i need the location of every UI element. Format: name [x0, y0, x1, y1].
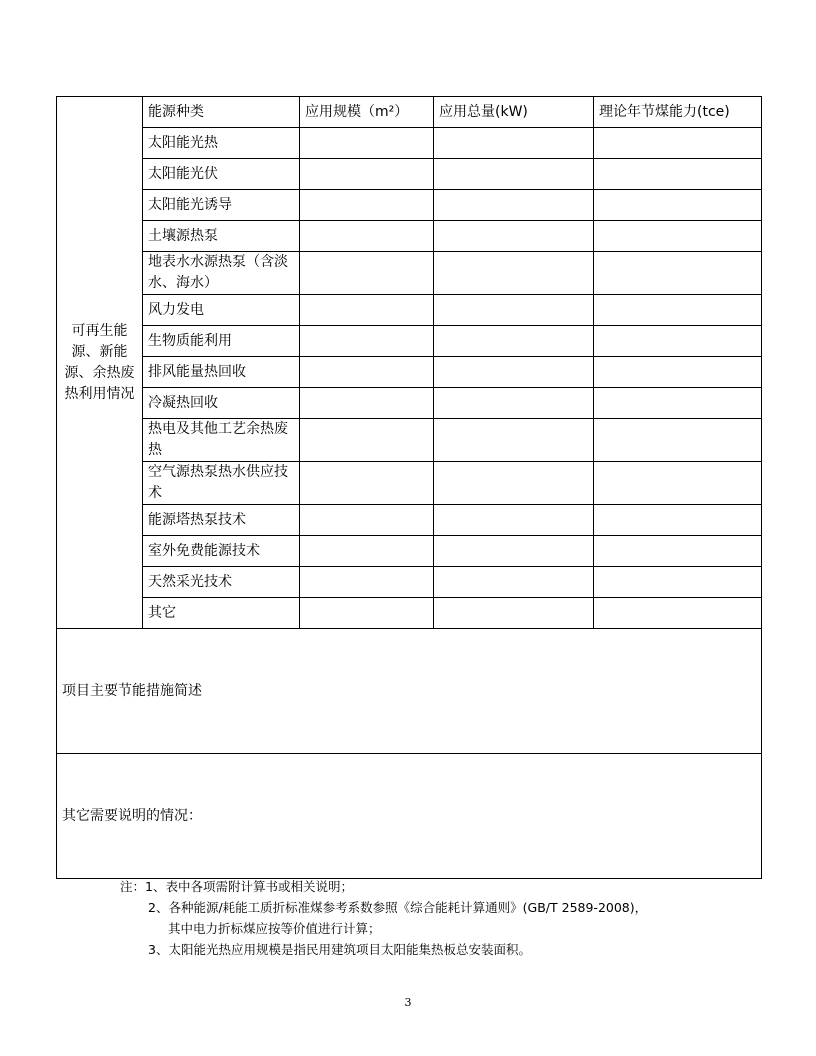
measures-row — [57, 629, 762, 754]
table-row — [57, 128, 762, 159]
row-label: 室外免费能源技术 — [143, 536, 300, 567]
input-cell[interactable] — [594, 190, 762, 221]
row-label: 风力发电 — [143, 295, 300, 326]
page-number: 3 — [404, 996, 412, 1009]
table-row — [57, 567, 762, 598]
input-cell[interactable] — [434, 295, 594, 326]
header-coal-saving: 理论年节煤能力(tce) — [594, 97, 762, 128]
input-cell[interactable] — [434, 388, 594, 419]
other-row — [57, 754, 762, 879]
header-total: 应用总量(kW) — [434, 97, 594, 128]
row-label: 热电及其他工艺余热废热 — [143, 419, 300, 462]
input-cell[interactable] — [300, 159, 434, 190]
table-row — [57, 536, 762, 567]
input-cell[interactable] — [434, 357, 594, 388]
measures-field[interactable] — [57, 629, 762, 754]
input-cell[interactable] — [434, 326, 594, 357]
table-row — [57, 159, 762, 190]
input-cell[interactable] — [300, 295, 434, 326]
input-cell[interactable] — [594, 295, 762, 326]
input-cell[interactable] — [300, 221, 434, 252]
row-label: 冷凝热回收 — [143, 388, 300, 419]
input-cell[interactable] — [434, 505, 594, 536]
table-row — [57, 598, 762, 629]
row-label: 地表水水源热泵（含淡水、海水） — [143, 252, 300, 295]
input-cell[interactable] — [594, 326, 762, 357]
note-line-3: 其中电力折标煤应按等价值进行计算； — [168, 921, 381, 936]
category-cell: 可再生能源、新能源、余热废热利用情况 — [57, 97, 143, 629]
input-cell[interactable] — [300, 190, 434, 221]
input-cell[interactable] — [594, 567, 762, 598]
row-label: 太阳能光诱导 — [143, 190, 300, 221]
input-cell[interactable] — [594, 388, 762, 419]
table-row — [57, 326, 762, 357]
other-info-label: 其它需要说明的情况： — [62, 807, 202, 824]
input-cell[interactable] — [434, 419, 594, 462]
row-label: 能源塔热泵技术 — [143, 505, 300, 536]
table-row — [57, 295, 762, 326]
row-label: 生物质能利用 — [143, 326, 300, 357]
note-line-4: 3、太阳能光热应用规模是指民用建筑项目太阳能集热板总安装面积。 — [148, 942, 531, 957]
input-cell[interactable] — [594, 221, 762, 252]
input-cell[interactable] — [594, 128, 762, 159]
input-cell[interactable] — [594, 252, 762, 295]
input-cell[interactable] — [300, 252, 434, 295]
input-cell[interactable] — [434, 462, 594, 505]
measures-label: 项目主要节能措施简述 — [62, 682, 202, 699]
table-row — [57, 505, 762, 536]
notes — [120, 876, 647, 960]
input-cell[interactable] — [434, 598, 594, 629]
input-cell[interactable] — [594, 462, 762, 505]
table-row — [57, 221, 762, 252]
row-label: 太阳能光热 — [143, 128, 300, 159]
input-cell[interactable] — [300, 462, 434, 505]
input-cell[interactable] — [300, 567, 434, 598]
header-scale: 应用规模（m²） — [300, 97, 434, 128]
energy-table — [56, 96, 762, 879]
input-cell[interactable] — [434, 190, 594, 221]
header-row — [57, 97, 762, 128]
table-row — [57, 190, 762, 221]
table-row — [57, 388, 762, 419]
input-cell[interactable] — [594, 159, 762, 190]
table-row — [57, 252, 762, 295]
row-label: 太阳能光伏 — [143, 159, 300, 190]
input-cell[interactable] — [434, 536, 594, 567]
input-cell[interactable] — [300, 388, 434, 419]
input-cell[interactable] — [434, 221, 594, 252]
input-cell[interactable] — [300, 128, 434, 159]
table-row — [57, 419, 762, 462]
note-line-1: 注：1、表中各项需附计算书或相关说明； — [120, 879, 353, 894]
input-cell[interactable] — [300, 536, 434, 567]
row-label: 排风能量热回收 — [143, 357, 300, 388]
input-cell[interactable] — [434, 128, 594, 159]
row-label: 空气源热泵热水供应技术 — [143, 462, 300, 505]
table-row — [57, 357, 762, 388]
row-label: 土壤源热泵 — [143, 221, 300, 252]
input-cell[interactable] — [594, 505, 762, 536]
input-cell[interactable] — [434, 252, 594, 295]
input-cell[interactable] — [300, 326, 434, 357]
input-cell[interactable] — [300, 357, 434, 388]
row-label: 其它 — [143, 598, 300, 629]
input-cell[interactable] — [300, 598, 434, 629]
input-cell[interactable] — [434, 159, 594, 190]
table-row — [57, 462, 762, 505]
input-cell[interactable] — [594, 598, 762, 629]
input-cell[interactable] — [300, 505, 434, 536]
other-info-field[interactable] — [57, 754, 762, 879]
input-cell[interactable] — [594, 419, 762, 462]
row-label: 天然采光技术 — [143, 567, 300, 598]
input-cell[interactable] — [300, 419, 434, 462]
input-cell[interactable] — [594, 536, 762, 567]
input-cell[interactable] — [594, 357, 762, 388]
header-energy-type: 能源种类 — [143, 97, 300, 128]
input-cell[interactable] — [434, 567, 594, 598]
note-line-2: 2、各种能源/耗能工质折标准煤参考系数参照《综合能耗计算通则》(GB/T 2589-2008)， — [148, 900, 648, 915]
